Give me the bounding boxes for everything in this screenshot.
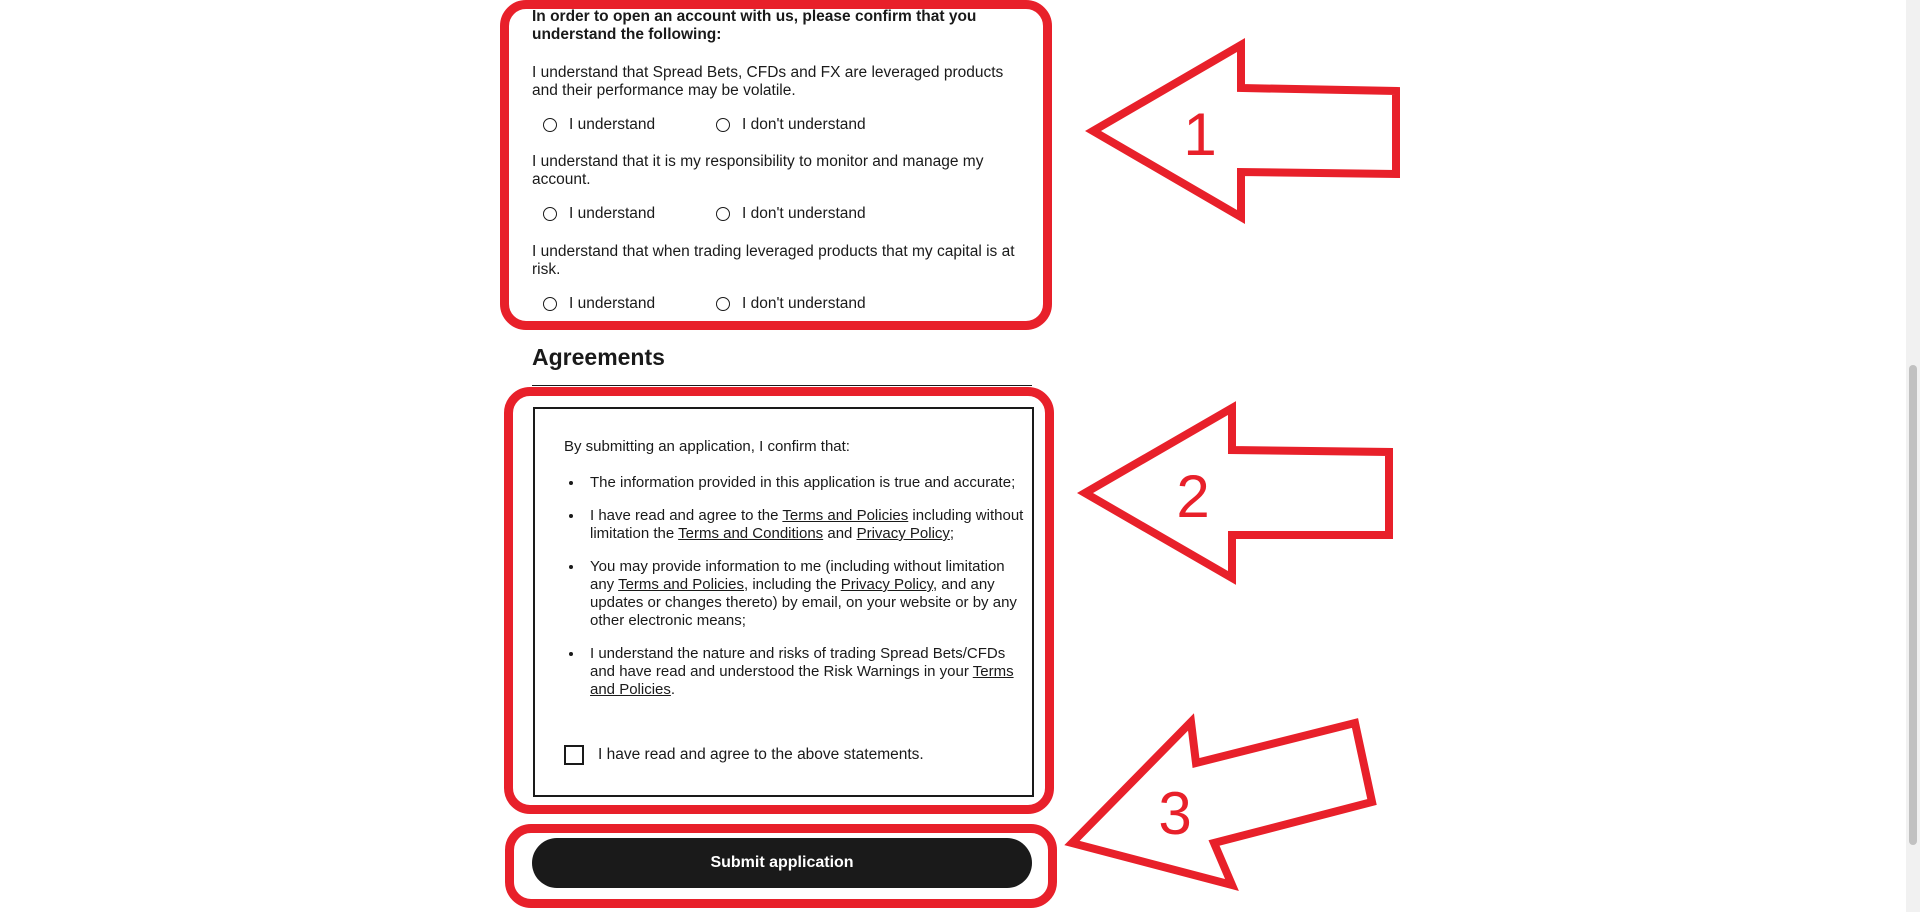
radio-label: I understand [569, 116, 656, 133]
item-text: ; [949, 525, 955, 542]
submit-application-button[interactable]: Submit application [532, 838, 1032, 888]
item-text: You may provide information to me (including without limitation any [590, 558, 1005, 593]
item-text: The information provided in this application is true and accurate; [590, 474, 1016, 491]
terms-and-policies-link[interactable]: Terms and Policies [618, 576, 744, 593]
question-2-text: I understand that it is my responsibility to monitor and manage my account. [532, 153, 984, 188]
item-text: I understand the nature and risks of trading Spread Bets/CFDs and have read and understood the Risk Warnings in your [590, 645, 1006, 680]
radio-label: I don't understand [742, 116, 866, 133]
arrow-2-icon [1085, 408, 1389, 578]
privacy-policy-link[interactable]: Privacy Policy [856, 525, 950, 542]
radio-label: I understand [569, 295, 656, 312]
declarations-intro: In order to open an account with us, please confirm that you understand the following: [532, 8, 977, 43]
privacy-policy-link[interactable]: Privacy Policy [840, 576, 933, 593]
arrow-1-icon [1093, 45, 1396, 217]
terms-and-policies-link[interactable]: Terms and Policies [782, 507, 909, 524]
radio-label: I don't understand [742, 205, 866, 222]
annotation-number-2: 2 [1176, 463, 1210, 530]
item-text: and [823, 525, 857, 542]
item-text: , including the [743, 576, 841, 593]
terms-and-conditions-link[interactable]: Terms and Conditions [678, 525, 824, 542]
question-3-text: I understand that when trading leveraged products that my capital is at risk. [532, 243, 1015, 278]
arrow-3-icon [1072, 722, 1372, 885]
item-text: I have read and agree to the [590, 507, 783, 524]
terms-and-policies-link[interactable]: Terms and Policies [590, 663, 1014, 698]
item-text: , and any updates or changes thereto) by email, on your website or by any other electronic means; [590, 576, 1017, 629]
item-text: including without limitation the [590, 507, 1024, 542]
agreements-heading: Agreements [532, 344, 665, 370]
agreements-intro: By submitting an application, I confirm that: [564, 438, 850, 455]
checkbox-label: I have read and agree to the above statements. [598, 746, 924, 763]
item-text: . [670, 681, 676, 698]
question-1-text: I understand that Spread Bets, CFDs and FX are leveraged products and their performance may be volatile. [532, 64, 1004, 99]
radio-label: I understand [569, 205, 656, 222]
annotation-number-3: 3 [1158, 780, 1192, 847]
radio-label: I don't understand [742, 295, 866, 312]
scrollbar-thumb[interactable] [1909, 365, 1917, 845]
annotation-number-1: 1 [1183, 101, 1217, 168]
